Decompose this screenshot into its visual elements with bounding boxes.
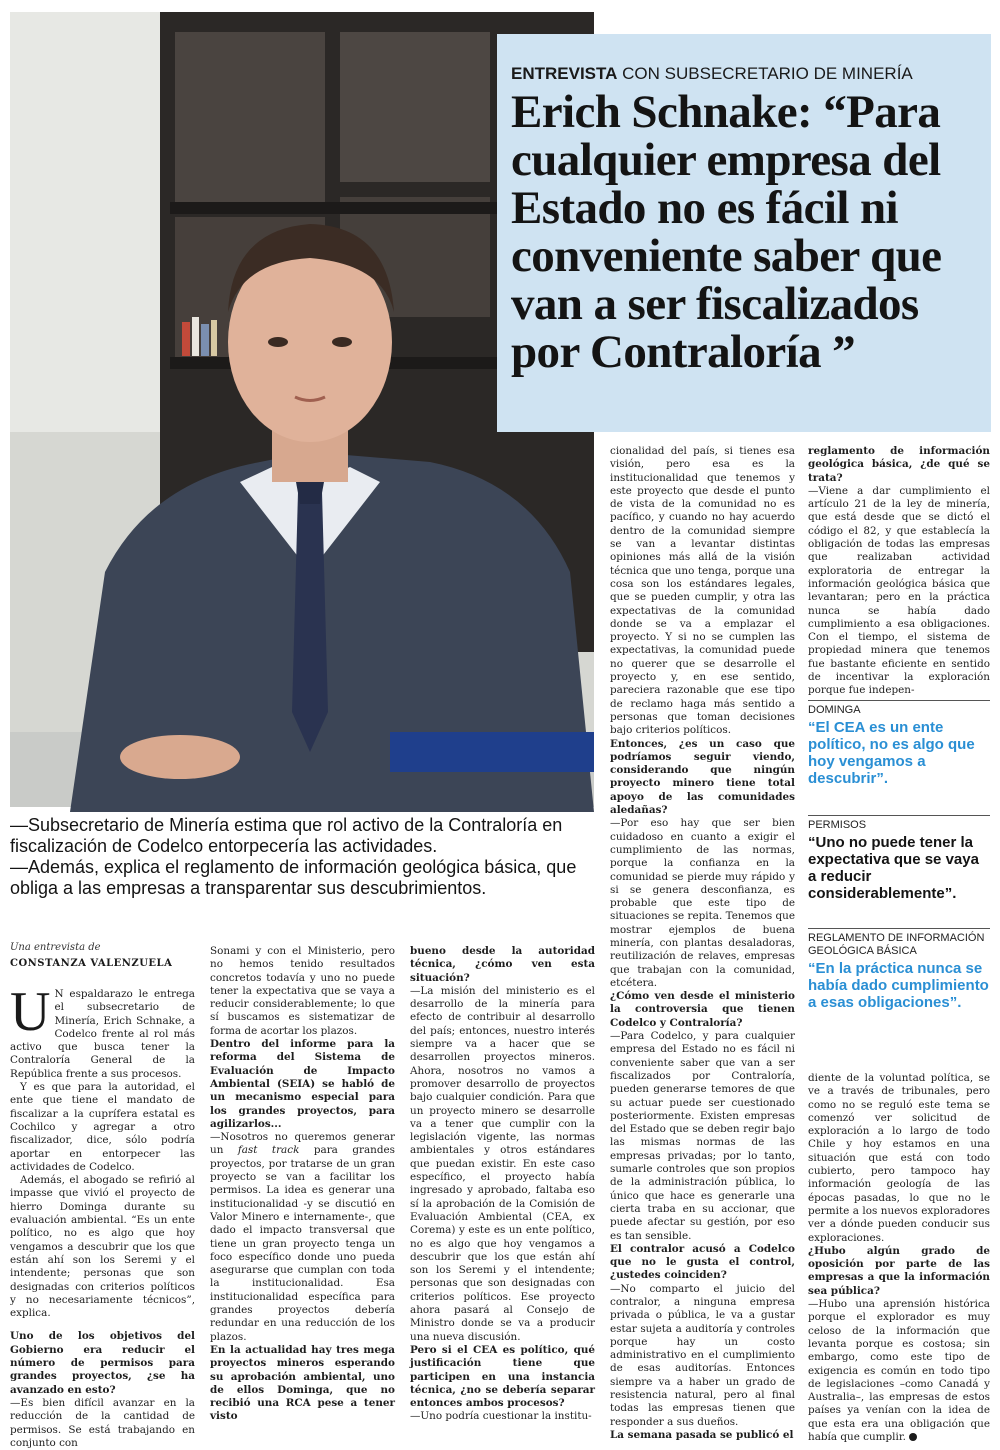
sidebar-label: DOMINGA	[808, 704, 861, 716]
paragraph: cionalidad del país, si tienes esa visión, pero esa es la institucionalidad que tenemos y este proyecto que desde el punto de vista de la comunidad no es pacífico, y cuando no hay acuerdo dentro de la comunidad siempre se van a levantar distintas opiniones más allá de la visión técnica que uno tenga, porque una cosa son los estándares legales, que se pueden cumplir, y otra las expectativas de la comunidad donde se va a emplazar el proyecto. Y si no se cumplen las expectativas, la comunidad puede no querer que se desarrolle el proyecto y, en ese sentido, pareciera razonable que ese tipo de reclamo haga más sentido a personas que toman decisiones bajo criterios políticos.	[610, 445, 795, 737]
paragraph: diente de la voluntad política, se ve a través de tribunales, pero como no se reguló este tema se comenzó ver solicitud de exploración a lo largo de todo Chile y hoy estamos en una situación que está con todo cubierto, pero tampoco hay información geología de las épocas pasadas, lo que no le permite a los nuevos exploradores ver a dónde pueden conducir sus exploraciones.	[808, 1072, 990, 1244]
emphasis-text: fast track	[237, 1144, 300, 1157]
question: Entonces, ¿es un caso que podríamos seguir viendo, considerando que ningún proyecto minero tiene total apoyo de las comunidades aledañas?	[610, 737, 795, 817]
paragraph: Además, el abogado se refirió al impasse que vivió el proyecto de hierro Dominga durante su evaluación ambiental. “Es un ente político, no es algo que hoy vengamos a descubrir que los que están ahí son los Seremi y el intendente; personas que son designadas con criterios políticos y no necesariamente técnicos”, explica.	[10, 1174, 195, 1320]
article-column-1	[10, 981, 195, 1449]
paragraph: Y es que para la autoridad, el ente que tiene el mandato de fiscalizar a la cuprífera estatal es Cochilco y agregar a otro fiscalizador, dice, sólo podría aportar en entorpecer las actividades de Codelco.	[10, 1081, 195, 1173]
headline-box	[497, 34, 991, 432]
question: reglamento de información geológica básica, ¿de qué se trata?	[808, 445, 990, 484]
question: bueno desde la autoridad técnica, ¿cómo ven esta situación?	[410, 945, 595, 984]
title-bold: Erich Schnake:	[511, 86, 813, 138]
sidebar-quote-reglamento	[808, 928, 990, 1011]
question: ¿Cómo ven desde el ministerio la controversia que tienen Codelco y Contraloría?	[610, 990, 795, 1029]
question: Pero si el CEA es político, qué justificación tiene que participen en una instancia técnica, ¿no se debería separar entonces ambos procesos?	[410, 1343, 595, 1410]
headline-kicker	[511, 64, 979, 84]
question: ¿Hubo algún grado de oposición por parte de las empresas a que la información sea pública?	[808, 1244, 990, 1297]
byline-name: CONSTANZA VALENZUELA	[10, 958, 173, 969]
question: Dentro del informe para la reforma del Sistema de Evaluación de Impacto Ambiental (SEIA) se habló de un mecanismo especial para los grandes proyectos, para agilizarlos...	[210, 1038, 395, 1130]
deck-line-1: —Subsecretario de Minería estima que rol activo de la Contraloría en fiscalización de Codelco entorpecería las actividades.	[10, 815, 563, 856]
paragraph	[808, 1298, 990, 1444]
drop-cap: U	[10, 981, 51, 1043]
kicker-bold: ENTREVISTA	[511, 64, 618, 83]
deck-line-2: —Además, explica el reglamento de información geológica básica, que obliga a las empresas a transparentar sus descubrimientos.	[10, 857, 577, 898]
article-column-3	[410, 945, 595, 1423]
end-mark-icon	[909, 1433, 917, 1441]
paragraph-text: —Nosotros no queremos generar un	[210, 1131, 395, 1157]
paragraph: —No comparto el juicio del contralor, a ninguna empresa privada o pública, le va a gustar estar sujeta a auditoría y controles porque hay un costo administrativo en el cumplimiento de esas auditorías. Entonces siempre va a haber un grado de resistencia natural, pero al final todas las empresas tienen que responder a sus dueños.	[610, 1282, 795, 1428]
paragraph	[210, 1131, 395, 1344]
sidebar-label: REGLAMENTO DE INFORMACIÓN GEOLÓGICA BÁSICA	[808, 932, 985, 957]
paragraph: —Viene a dar cumplimiento el artículo 21 de la ley de minería, que está desde que se dictó el código el 82, y que establecía la obligación de todas las empresas que realizaban actividad exploratoria de entregar la información geológica básica que levantaran; pero en la práctica nunca se había dado cumplimiento a esa obligaciones. Con el tiempo, el sistema de propiedad minera que tenemos fue bastante eficiente en sentido de incentivar la exploración porque fue indepen-	[808, 484, 990, 697]
sidebar-quote-dominga	[808, 700, 990, 787]
paragraph	[10, 981, 195, 1081]
sidebar-quote: “En la práctica nunca se había dado cumplimiento a esas obligaciones”.	[808, 960, 989, 1011]
sidebar-quote: “Uno no puede tener la expectativa que se vaya a reducir considerablemente”.	[808, 834, 979, 902]
kicker-rest: CON SUBSECRETARIO DE MINERÍA	[617, 64, 913, 83]
article-column-4	[610, 445, 795, 1441]
question: La semana pasada se publicó el	[610, 1428, 794, 1441]
question: Uno de los objetivos del Gobierno era reducir el número de permisos para grandes proyectos, ¿se ha avanzado en esto?	[10, 1330, 195, 1396]
article-column-5	[808, 445, 990, 697]
article-column-6	[808, 1072, 990, 1444]
question: El contralor acusó a Codelco que no le gusta el control, ¿ustedes coinciden?	[610, 1242, 795, 1282]
paragraph-text: N espaldarazo le entrega el subsecretario de Minería, Erich Schnake, a Codelco frente al rol más activo que busca tener la Contraloría General de la República frente a sus procesos.	[10, 988, 195, 1080]
title-rest: “Para cualquier empresa del Estado no es fácil ni conveniente saber que van a ser fiscalizados por Contraloría ”	[511, 86, 942, 378]
article-column-2	[210, 945, 395, 1423]
paragraph: —Para Codelco, y para cualquier empresa del Estado no es fácil ni conveniente saber que van a ser fiscalizados por Contraloría, pueden generarse temores de que su actuar puede ser cuestionado posteriormente. Existen empresas del Estado que se deben regir bajo las mismas normas de las empresas privadas; por lo tanto, sumarle controles que son propios de la administración pública, lo único que hace es generarle una cierta traba en su accionar, que puede afectar su gestión, por eso es tan sensible.	[610, 1030, 795, 1242]
question: En la actualidad hay tres mega proyectos mineros esperando su aprobación ambiental, uno de ellos Dominga, que no recibió una RCA pese a tener visto	[210, 1343, 395, 1423]
headline-title	[511, 88, 979, 376]
paragraph: —Uno podría cuestionar la institu-	[410, 1410, 592, 1423]
paragraph: —Es bien difícil avanzar en la reducción de la cantidad de permisos. Se está trabajando en conjunto con	[10, 1396, 195, 1449]
paragraph-text: —Hubo una aprensión histórica porque el explorador es muy celoso de la información que levanta porque es costosa; sin embargo, como este tipo de exigencia es común en todo tipo de legislaciones –como Canadá y Australia–, las empresas de estos países ya venían con la idea de que esta era una obligación que había que cumplir.	[808, 1298, 990, 1444]
paragraph: —La misión del ministerio es el desarrollo de la minería para efecto de contribuir al desarrollo del país; entonces, nuestro interés siempre va a hacer que se desarrollen proyectos mineros. Ahora, nosotros no vamos a promover desarrollo de proyectos bajo cualquier condición. Para que un proyecto minero se desarrolle va a tener que cumplir con la legislación vigente, las normas ambientales y otros estándares que puedan existir. En este caso específico, el proyecto había ingresado y aprobado, faltaba eso sí la aprobación de la Comisión de Evaluación Ambiental (CEA, ex Corema) y este es un ente político, no es algo que hoy vengamos a descubrir que los que están ahí son los Seremi y el intendente; personas que son designadas con criterios políticos. Ese proyecto ahora pasará al Consejo de Ministro donde se va a producir una nueva discusión.	[410, 984, 595, 1343]
paragraph: —Por eso hay que ser bien cuidadoso en cuanto a exigir el cumplimiento de las normas, porque la confianza en la comunidad se pierde muy rápido y si se genera desconfianza, es probable que este tipo de situaciones se repita. Tenemos que mostrar ejemplos de buena minería, con plantas desaladoras, reutilización de relaves, empresas que trabajan con la comunidad, etcétera.	[610, 817, 795, 989]
deck	[10, 815, 595, 899]
sidebar-label: PERMISOS	[808, 819, 867, 831]
sidebar-quote-permisos	[808, 815, 990, 902]
paragraph-text: para grandes proyectos, por tratarse de un gran proyecto se van a facilitar los permisos. La idea es generar una institucionalidad -y se discutió en Valor Minero e internamente-, que dado el impacto transversal que tiene un gran proyecto tenga un foco específico donde uno pueda asegurarse que cumplan con toda la institucionalidad. Esa institucionalidad específica para grandes proyectos debería redundar en una reducción de los plazos.	[210, 1144, 395, 1343]
byline-label: Una entrevista de	[10, 942, 101, 953]
sidebar-quote: “El CEA es un ente político, no es algo que hoy vengamos a descubrir”.	[808, 719, 975, 787]
paragraph: Sonami y con el Ministerio, pero no hemos tenido resultados concretos todavía y uno no puede tener la expectativa que se vaya a reducir considerablemente; lo que sí buscamos es sistematizar de forma de acortar los plazos.	[210, 945, 395, 1037]
